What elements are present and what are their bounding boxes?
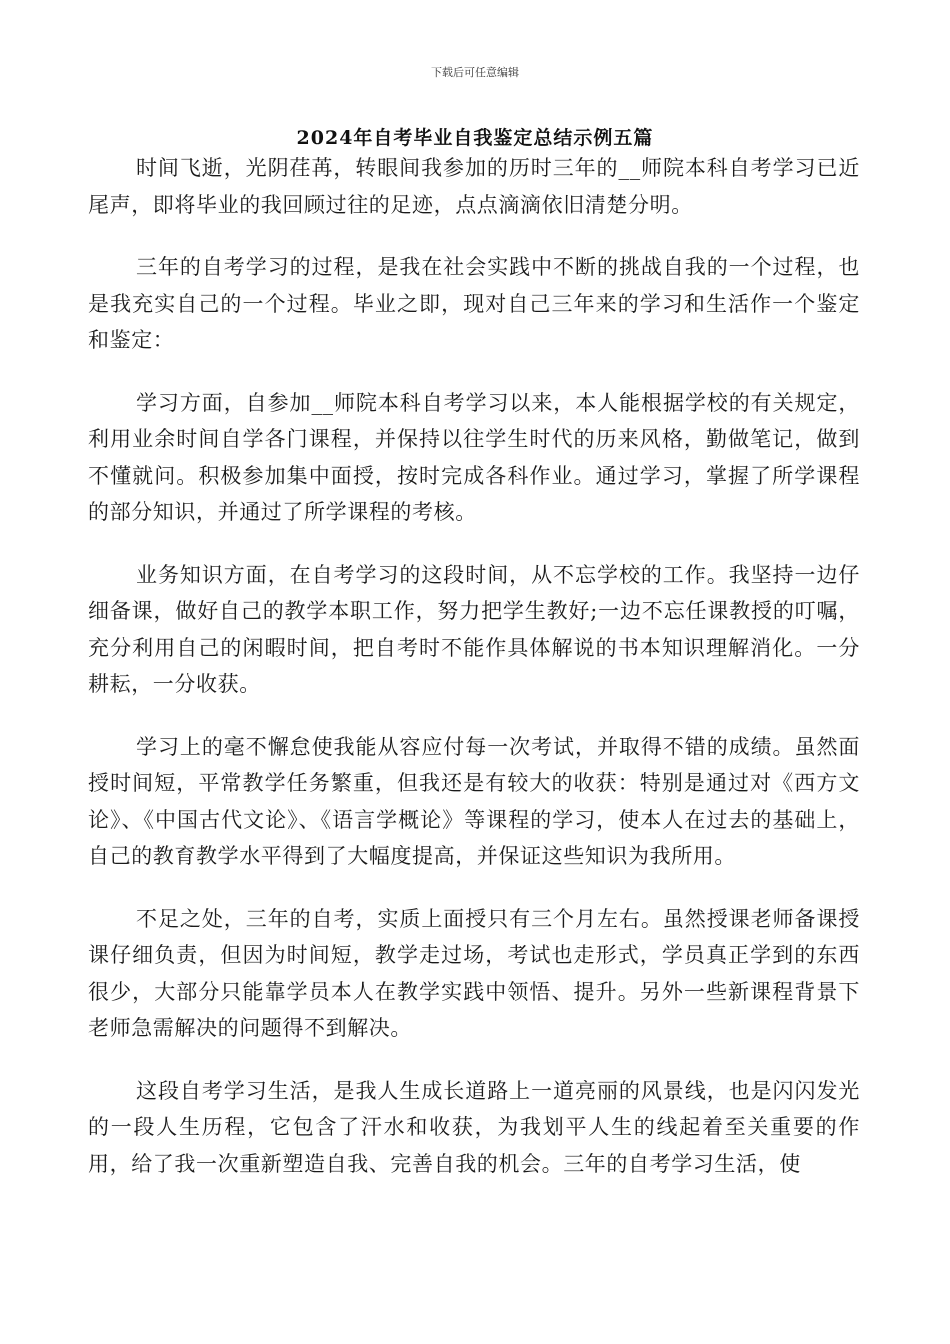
paragraph: 三年的自考学习的过程，是我在社会实践中不断的挑战自我的一个过程，也是我充实自己的一个过程。毕业之即，现对自己三年来的学习和生活作一个鉴定和鉴定： xyxy=(88,255,860,352)
paragraph: 业务知识方面，在自考学习的这段时间，从不忘学校的工作。我坚持一边仔细备课，做好自己的教学本职工作，努力把学生教好;一边不忘任课教授的叮嘱，充分利用自己的闲暇时间，把自考时不能作具体解说的书本知识理解消化。一分耕耘，一分收获。 xyxy=(88,562,860,696)
document-title: 2024年自考毕业自我鉴定总结示例五篇 xyxy=(296,127,654,149)
document-body xyxy=(88,150,860,1208)
paragraph: 时间飞逝，光阴荏苒，转眼间我参加的历时三年的__师院本科自考学习已近尾声，即将毕业的我回顾过往的足迹，点点滴滴依旧清楚分明。 xyxy=(88,156,860,217)
header-note: 下载后可任意编辑 xyxy=(431,66,519,79)
paragraph: 这段自考学习生活，是我人生成长道路上一道亮丽的风景线，也是闪闪发光的一段人生历程，它包含了汗水和收获，为我划平人生的线起着至关重要的作用，给了我一次重新塑造自我、完善自我的机会。三年的自考学习生活，使 xyxy=(88,1078,860,1176)
paragraph: 不足之处，三年的自考，实质上面授只有三个月左右。虽然授课老师备课授课仔细负责，但因为时间短，教学走过场，考试也走形式，学员真正学到的东西很少，大部分只能靠学员本人在教学实践中领悟、提升。另外一些新课程背景下老师急需解决的问题得不到解决。 xyxy=(88,906,860,1040)
paragraph: 学习上的毫不懈怠使我能从容应付每一次考试，并取得不错的成绩。虽然面授时间短，平常教学任务繁重，但我还是有较大的收获：特别是通过对《西方文论》、《中国古代文论》、《语言学概论》等课程的学习，使本人在过去的基础上，自己的教育教学水平得到了大幅度提高，并保证这些知识为我所用。 xyxy=(88,734,860,868)
paragraph: 学习方面，自参加__师院本科自考学习以来，本人能根据学校的有关规定，利用业余时间自学各门课程，并保持以往学生时代的历来风格，勤做笔记，做到不懂就问。积极参加集中面授，按时完成各科作业。通过学习，掌握了所学课程的部分知识，并通过了所学课程的考核。 xyxy=(88,390,860,524)
